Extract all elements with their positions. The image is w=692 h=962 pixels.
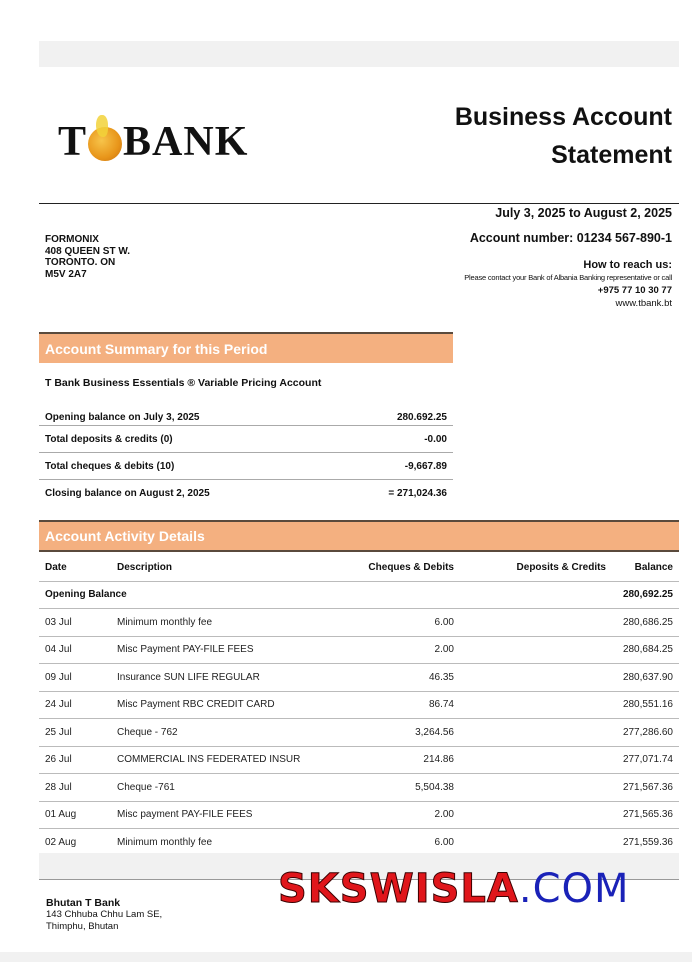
tx-credit (460, 746, 612, 774)
tx-description: Minimum monthly fee (111, 609, 348, 637)
footer-address-2: Thimphu, Bhutan (46, 921, 119, 932)
table-row (39, 774, 679, 802)
summary-row (39, 426, 453, 453)
tx-credit (460, 636, 612, 664)
summary-heading: Account Summary for this Period (39, 332, 453, 363)
opening-balance: 280,692.25 (612, 581, 679, 609)
tx-credit (460, 801, 612, 829)
tx-description: Cheque -761 (111, 774, 348, 802)
top-gray-bar (39, 41, 679, 67)
table-header-row (39, 554, 679, 581)
tx-date: 09 Jul (39, 664, 111, 692)
summary-label: Total deposits & credits (0) (45, 433, 173, 445)
summary-label: Opening balance on July 3, 2025 (45, 412, 200, 423)
tx-debit: 6.00 (348, 609, 460, 637)
activity-heading: Account Activity Details (39, 520, 679, 552)
tx-credit (460, 719, 612, 747)
tx-debit: 3,264.56 (348, 719, 460, 747)
account-type: T Bank Business Essentials ® Variable Pricing Account (45, 377, 322, 389)
opening-label: Opening Balance (39, 581, 348, 609)
bank-logo (58, 112, 248, 172)
tx-date: 28 Jul (39, 774, 111, 802)
summary-table (39, 407, 453, 506)
summary-value: -9,667.89 (404, 460, 447, 472)
tx-date: 03 Jul (39, 609, 111, 637)
account-number: Account number: 01234 567-890-1 (469, 231, 672, 245)
summary-label: Total cheques & debits (10) (45, 460, 175, 472)
col-debits: Cheques & Debits (348, 554, 460, 581)
tx-credit (460, 664, 612, 692)
tx-description: Insurance SUN LIFE REGULAR (111, 664, 348, 692)
tx-debit: 2.00 (348, 801, 460, 829)
tx-date: 01 Aug (39, 801, 111, 829)
contact-website[interactable]: www.tbank.bt (615, 298, 672, 309)
tx-debit: 46.35 (348, 664, 460, 692)
opening-balance-row (39, 581, 679, 609)
gold-coin-icon (88, 127, 122, 161)
tx-debit: 214.86 (348, 746, 460, 774)
tx-balance: 271,565.36 (612, 801, 679, 829)
tx-credit (460, 609, 612, 637)
tx-balance: 280,686.25 (612, 609, 679, 637)
page-bottom-edge (0, 952, 692, 962)
page-title (455, 98, 672, 174)
table-row (39, 664, 679, 692)
customer-address (45, 234, 130, 280)
tx-description: Misc payment PAY-FILE FEES (111, 801, 348, 829)
logo-text-bank: BANK (123, 119, 249, 165)
table-row (39, 801, 679, 829)
tx-description: Misc Payment RBC CREDIT CARD (111, 691, 348, 719)
customer-postal: M5V 2A7 (45, 268, 87, 280)
table-row (39, 746, 679, 774)
tx-credit (460, 691, 612, 719)
contact-text: Please contact your Bank of Albania Banking representative or call (464, 273, 672, 282)
footer-bank-name: Bhutan T Bank (46, 897, 121, 909)
table-row (39, 829, 679, 857)
tx-balance: 277,071.74 (612, 746, 679, 774)
contact-heading: How to reach us: (583, 259, 672, 271)
tx-credit (460, 829, 612, 857)
table-row (39, 609, 679, 637)
tx-credit (460, 774, 612, 802)
tx-balance: 277,286.60 (612, 719, 679, 747)
tx-debit: 86.74 (348, 691, 460, 719)
tx-balance: 280,551.16 (612, 691, 679, 719)
summary-label: Closing balance on August 2, 2025 (45, 487, 210, 499)
col-credits: Deposits & Credits (460, 554, 612, 581)
customer-city: TORONTO. ON (45, 257, 116, 268)
summary-row (39, 407, 453, 426)
summary-row (39, 480, 453, 506)
watermark-part-2: .COM (518, 866, 630, 912)
watermark (278, 866, 630, 912)
table-row (39, 719, 679, 747)
title-line-2: Statement (551, 141, 672, 169)
summary-row (39, 453, 453, 480)
statement-period: July 3, 2025 to August 2, 2025 (495, 206, 672, 220)
contact-phone: +975 77 10 30 77 (597, 285, 672, 296)
activity-table (39, 554, 679, 857)
tx-balance: 271,559.36 (612, 829, 679, 857)
footer-address-1: 143 Chhuba Chhu Lam SE, (46, 909, 163, 920)
tx-description: Minimum monthly fee (111, 829, 348, 857)
logo-text-t: T (58, 119, 88, 165)
table-row (39, 636, 679, 664)
table-row (39, 691, 679, 719)
title-line-1: Business Account (454, 103, 672, 131)
tx-debit: 5,504.38 (348, 774, 460, 802)
watermark-part-1: SKSWISLA (278, 866, 519, 912)
summary-value: = 271,024.36 (388, 487, 447, 499)
col-description: Description (111, 554, 348, 581)
col-balance: Balance (612, 554, 679, 581)
col-date: Date (39, 554, 111, 581)
tx-debit: 6.00 (348, 829, 460, 857)
tx-date: 25 Jul (39, 719, 111, 747)
tx-balance: 271,567.36 (612, 774, 679, 802)
tx-description: COMMERCIAL INS FEDERATED INSUR (111, 746, 348, 774)
tx-description: Cheque - 762 (111, 719, 348, 747)
tx-balance: 280,684.25 (612, 636, 679, 664)
tx-date: 26 Jul (39, 746, 111, 774)
tx-date: 24 Jul (39, 691, 111, 719)
customer-street: 408 QUEEN ST W. (45, 245, 131, 257)
summary-value: 280.692.25 (396, 412, 447, 423)
tx-date: 04 Jul (39, 636, 111, 664)
tx-description: Misc Payment PAY-FILE FEES (111, 636, 348, 664)
customer-name: FORMONIX (45, 234, 99, 245)
summary-value: -0.00 (424, 433, 447, 445)
tx-date: 02 Aug (39, 829, 111, 857)
header-divider (39, 203, 679, 204)
tx-debit: 2.00 (348, 636, 460, 664)
tx-balance: 280,637.90 (612, 664, 679, 692)
bank-footer (46, 897, 162, 933)
